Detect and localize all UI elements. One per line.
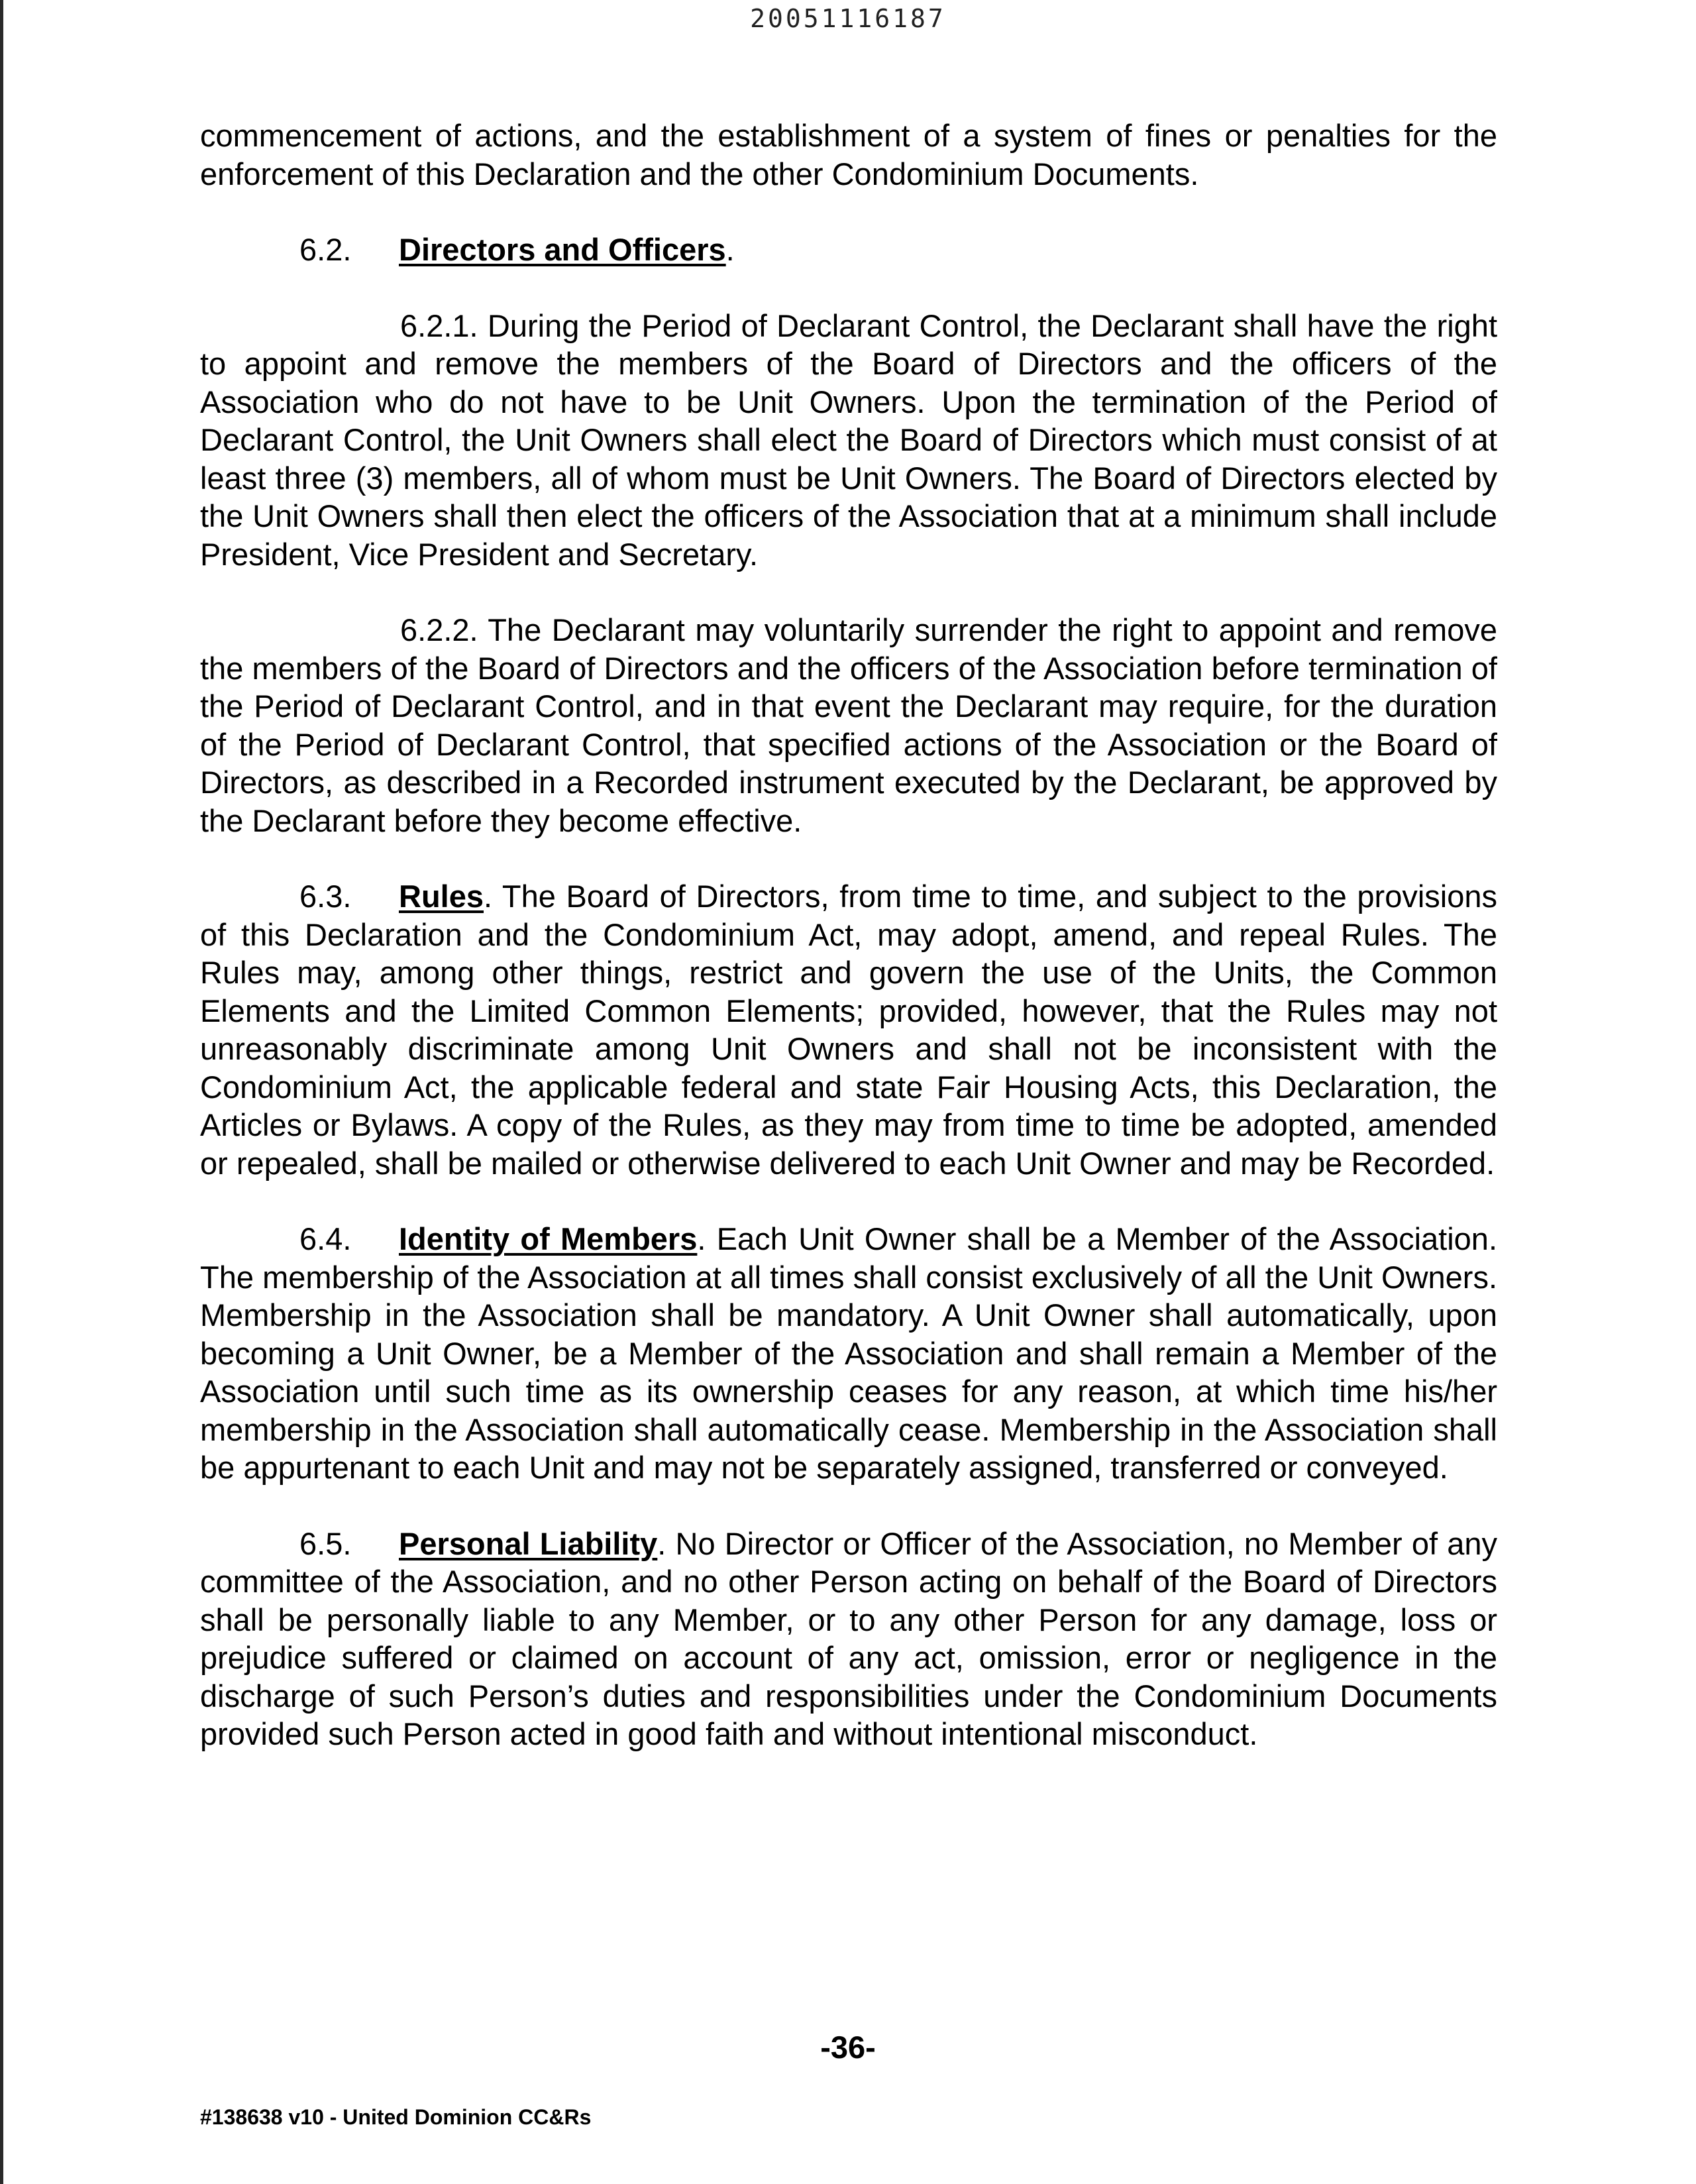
section-6-2-heading bbox=[200, 231, 1497, 269]
section-6-4 bbox=[200, 1220, 1497, 1487]
section-text: . No Director or Officer of the Association, no Member of any committee of the Association, and no other Person acting on behalf of the Board of Directors shall be personally liable to any Member, or to any other Person for any damage, loss or prejudice suffered or claimed on account of any act, omission, error or negligence in the discharge of such Person’s duties and responsibilities under the Condominium Documents provided such Person acted in good faith and without intentional misconduct. bbox=[200, 1525, 1497, 1751]
section-6-3 bbox=[200, 877, 1497, 1182]
section-number: 6.5. bbox=[299, 1525, 352, 1561]
paragraph-6-2-1: 6.2.1. During the Period of Declarant Control, the Declarant shall have the right to appoint and remove the members of the Board of Directors and the officers of the Association who do not have to be Unit Owners. Upon the termination of the Period of Declarant Control, the Unit Owners shall elect the Board of Directors which must consist of at least three (3) members, all of whom must be Unit Owners. The Board of Directors elected by the Unit Owners shall then elect the officers of the Association that at a minimum shall include President, Vice President and Secretary. bbox=[200, 307, 1497, 572]
footer-document-reference: #138638 v10 - United Dominion CC&Rs bbox=[200, 2105, 592, 2129]
paragraph-6-2-2: 6.2.2. The Declarant may voluntarily surrender the right to appoint and remove the members of the Board of Directors and the officers of the Association before termination of the Period of Declarant Control, and in that event the Declarant may require, for the duration of the Period of Declarant Control, that specified actions of the Association or the Board of Directors, as described in a Recorded instrument executed by the Declarant, be approved by the Declarant before they become effective. bbox=[200, 612, 1497, 838]
section-text: . Each Unit Owner shall be a Member of the Association. The membership of the Association at all times shall consist exclusively of all the Unit Owners. Membership in the Association shall be mandatory. A Unit Owner shall automatically, upon becoming a Unit Owner, be a Member of the Association and shall remain a Member of the Association until such time as its ownership ceases for any reason, at which time his/her membership in the Association shall automatically cease. Membership in the Association shall be appurtenant to each Unit and may not be separately assigned, transferred or conveyed. bbox=[200, 1221, 1498, 1485]
section-number: 6.2. bbox=[299, 232, 352, 267]
document-body bbox=[200, 117, 1497, 1753]
section-heading: Personal Liability bbox=[399, 1525, 658, 1561]
scan-edge-line bbox=[0, 0, 3, 2184]
recording-number: 20051116187 bbox=[750, 4, 946, 33]
section-heading: Directors and Officers bbox=[399, 232, 726, 267]
section-6-5 bbox=[200, 1525, 1497, 1753]
section-heading: Identity of Members bbox=[399, 1221, 698, 1256]
section-number: 6.3. bbox=[299, 879, 352, 914]
page-number: -36- bbox=[820, 2030, 876, 2065]
section-number: 6.4. bbox=[299, 1221, 352, 1256]
section-heading: Rules bbox=[399, 879, 484, 914]
paragraph-continuation: commencement of actions, and the establishment of a system of fines or penalties for the enforcement of this Declaration and the other Condominium Documents. bbox=[200, 118, 1497, 191]
heading-period: . bbox=[725, 232, 735, 267]
section-text: . The Board of Directors, from time to time, and subject to the provisions of this Declaration and the Condominium Act, may adopt, amend, and repeal Rules. The Rules may, among other things, restrict and govern the use of the Units, the Common Elements and the Limited Common Elements; provided, however, that the Rules may not unreasonably discriminate among Unit Owners and shall not be inconsistent with the Condominium Act, the applicable federal and state Fair Housing Acts, this Declaration, the Articles or Bylaws. A copy of the Rules, as they may from time to time be adopted, amended or repealed, shall be mailed or otherwise delivered to each Unit Owner and may be Recorded. bbox=[200, 879, 1497, 1181]
